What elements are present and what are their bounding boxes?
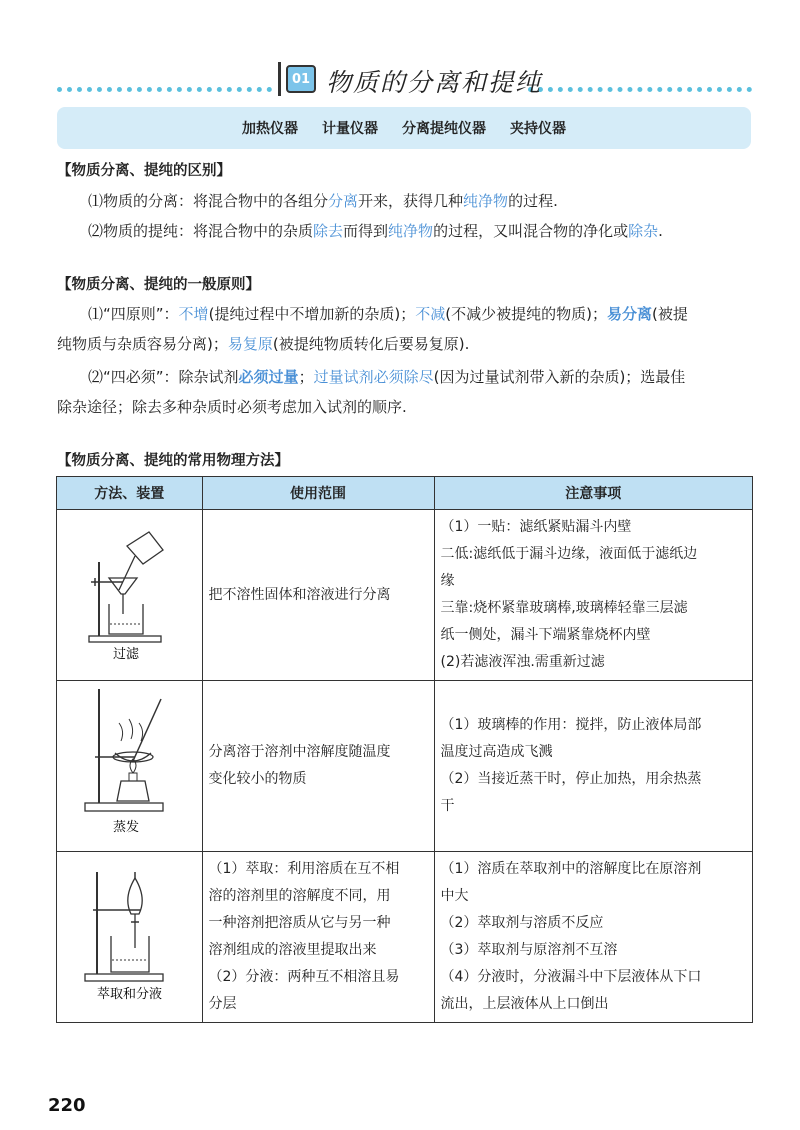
nav-item-separation[interactable]: 分离提纯仪器 <box>402 121 486 137</box>
nav-item-measuring[interactable]: 计量仪器 <box>322 121 378 137</box>
section3-heading: 【物质分离、提纯的常用物理方法】 <box>57 453 289 469</box>
page-number: 220 <box>48 1095 86 1116</box>
table-row <box>57 510 753 681</box>
column-header-method: 方法、装置 <box>57 477 203 510</box>
header-dots-right <box>528 87 752 92</box>
page-title: 物质的分离和提纯 <box>326 68 543 97</box>
extraction-scope: （1）萃取：利用溶质在互不相 溶的溶剂里的溶解度不同，用 一种溶剂把溶质从它与另一种 溶剂组成的溶液里提取出来 （2）分液：两种互不相溶且易 分层 <box>202 852 434 1023</box>
column-header-notes: 注意事项 <box>434 477 753 510</box>
category-nav <box>57 107 751 149</box>
evaporation-apparatus-illustration <box>57 681 199 841</box>
filtration-apparatus-cell <box>57 510 203 681</box>
nav-item-clamping[interactable]: 夹持仪器 <box>510 121 566 137</box>
nav-item-heating[interactable]: 加热仪器 <box>242 121 298 137</box>
section1-para1: ⑴物质的分离：将混合物中的各组分分离开来，获得几种纯净物的过程. <box>88 192 558 210</box>
table-row <box>57 681 753 852</box>
filtration-apparatus-illustration <box>57 510 199 670</box>
filtration-label: 过滤 <box>113 647 140 662</box>
section1-heading: 【物质分离、提纯的区别】 <box>57 163 231 179</box>
table-row <box>57 852 753 1023</box>
chapter-number-badge: 01 <box>286 65 316 93</box>
extraction-notes: （1）溶质在萃取剂中的溶解度比在原溶剂 中大 （2）萃取剂与溶质不反应 （3）萃取剂与原溶剂不互溶 （4）分液时，分液漏斗中下层液体从下口 流出，上层液体从上口倒出 <box>434 852 753 1023</box>
extraction-apparatus-cell <box>57 852 203 1023</box>
column-header-scope: 使用范围 <box>202 477 434 510</box>
filtration-scope: 把不溶性固体和溶液进行分离 <box>202 510 434 681</box>
extraction-apparatus-illustration <box>57 852 199 1012</box>
chapter-title <box>274 62 543 98</box>
filtration-notes: （1）一贴：滤纸紧贴漏斗内壁 二低:滤纸低于漏斗边缘，液面低于滤纸边 缘 三靠:烧杯紧靠玻璃棒,玻璃棒轻靠三层滤 纸一侧处，漏斗下端紧靠烧杯内壁 (2)若滤液浑浊.需重新过滤 <box>434 510 753 681</box>
section2-para2-line2: 除杂途径；除去多种杂质时必须考虑加入试剂的顺序. <box>57 398 407 416</box>
methods-table <box>56 476 753 1023</box>
table-header-row <box>57 477 753 510</box>
section2-para2-line1: ⑵“四必须”：除杂试剂必须过量；过量试剂必须除尽(因为过量试剂带入新的杂质)；选最佳 <box>88 368 686 386</box>
section2-heading: 【物质分离、提纯的一般原则】 <box>57 277 260 293</box>
header-dots-left <box>57 87 272 92</box>
evaporation-apparatus-cell <box>57 681 203 852</box>
section2-para1-line2: 纯物质与杂质容易分离)；易复原(被提纯物质转化后要易复原). <box>57 335 470 353</box>
evaporation-label: 蒸发 <box>113 820 140 835</box>
evaporation-scope: 分离溶于溶剂中溶解度随温度 变化较小的物质 <box>202 681 434 852</box>
section1-para2: ⑵物质的提纯：将混合物中的杂质除去而得到纯净物的过程，又叫混合物的净化或除杂. <box>88 222 663 240</box>
extraction-label: 萃取和分液 <box>97 987 163 1002</box>
section2-para1-line1: ⑴“四原则”：不增(提纯过程中不增加新的杂质)；不减(不减少被提纯的物质)；易分离(被提 <box>88 305 688 323</box>
evaporation-notes: （1）玻璃棒的作用：搅拌，防止液体局部 温度过高造成飞溅 （2）当接近蒸干时，停止加热，用余热蒸 干 <box>434 681 753 852</box>
